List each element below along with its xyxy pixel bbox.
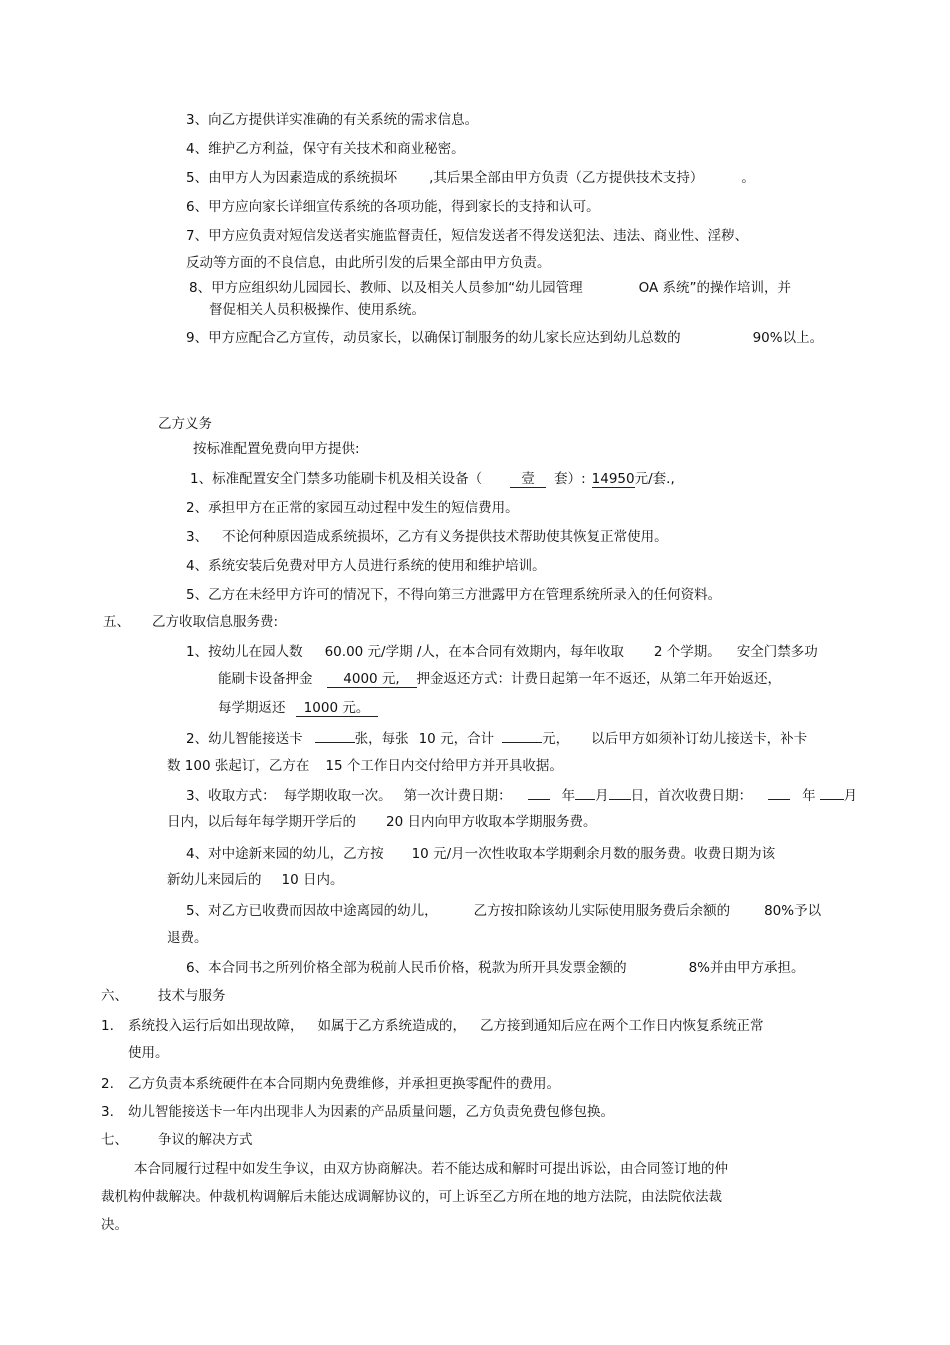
party-a-item-8-cont [209,301,425,319]
item-text: 7、甲方应负责对短信发送者实施监督责任，短信发送者不得发送犯法、违法、商业性、淫秽、 [186,228,749,244]
refund-value: 1000 元。 [296,701,378,717]
service-item-1 [128,1017,764,1035]
item-text: ,其后果全部由甲方负责（乙方提供技术支持） [429,170,704,186]
fee-item-5 [186,902,821,920]
item-text: 10 元/月一次性收取本学期剩余月数的服务费。收费日期为该 [411,846,776,862]
item-text: 系统投入运行后如出现故障， [128,1018,304,1034]
item-text: 数 100 张起订，乙方在 [167,758,310,774]
fee-item-1 [186,643,818,661]
item-text: 月 [843,788,858,804]
item-text: 乙方按扣除该幼儿实际使用服务费后余额的 [473,903,731,919]
party-b-item-4 [186,557,546,575]
item-text: 元/套., [634,471,675,487]
section-6-title [158,987,226,1005]
item-text: 3、 [186,529,209,545]
item-number: 1. [101,1018,114,1034]
intro-text: 按标准配置免费向甲方提供: [193,441,360,457]
party-a-item-5 [186,169,755,187]
item-text: 新幼儿来园后的 [167,872,262,888]
service-item-2 [128,1075,560,1093]
item-text: 以后甲方如须补订幼儿接送卡，补卡 [591,731,808,747]
paragraph-text: 裁机构仲裁解决。仲裁机构调解后未能达成调解协议的，可上诉至乙方所在地的地方法院，由法院依法裁 [101,1189,722,1205]
party-a-item-7 [186,227,748,245]
item-text: 第一次计费日期： [403,788,512,804]
total-blank [502,742,542,743]
item-text: 9、甲方应配合乙方宣传，动员家长，以确保订制服务的幼儿家长应达到幼儿总数的 [186,330,681,346]
dispute-line-2 [101,1188,722,1206]
item-text: 日，首次收费日期： [630,788,753,804]
service-item-1-cont [128,1044,169,1062]
item-text: 60.00 元/学期 /人，在本合同有效期内，每年收取 [324,644,624,660]
party-a-item-9 [186,329,823,347]
fee-item-2-cont [167,757,563,775]
party-b-heading [158,415,212,433]
item-text: 8%并由甲方承担。 [688,960,805,976]
item-text: 10 元，合计 [418,731,495,747]
section-5-title [152,613,278,631]
party-b-item-1 [190,470,675,488]
item-text: 5、乙方在未经甲方许可的情况下，不得向第三方泄露甲方在管理系统所录入的任何资料。 [186,587,722,603]
item-text: 元， [542,731,570,747]
party-b-item-2 [186,499,519,517]
service-item-3 [128,1103,614,1121]
item-text: 80%予以 [764,903,822,919]
item-text: 1、按幼儿在园人数 [186,644,303,660]
fee-item-3-cont [167,813,596,831]
item-text: OA 系统”的操作培训，并 [638,280,792,296]
party-a-item-3 [186,111,478,129]
section-7-title [158,1131,253,1149]
fee-item-2 [186,730,807,748]
item-text: 月 [595,788,609,804]
item-text: 督促相关人员积极操作、使用系统。 [209,302,425,318]
item-text: 退费。 [167,930,208,946]
service-item-2-num [101,1075,114,1093]
item-text: 90%以上。 [752,330,824,346]
section-title: 争议的解决方式 [158,1132,253,1148]
item-text: 年 [802,788,816,804]
item-text: 乙方接到通知后应在两个工作日内恢复系统正常 [480,1018,764,1034]
party-b-item-5 [186,586,721,604]
fee-item-1-refund [218,699,378,717]
section-title: 乙方收取信息服务费: [152,614,279,630]
section-number: 五、 [103,614,130,630]
fee-item-4-cont [167,871,343,889]
item-text: 3、向乙方提供详实准确的有关系统的需求信息。 [186,112,479,128]
item-text: 5、对乙方已收费而因故中途离园的幼儿， [186,903,438,919]
item-text: 15 个工作日内交付给甲方并开具收据。 [325,758,563,774]
party-a-item-8 [189,279,791,297]
item-number: 3. [101,1104,114,1120]
item-text: 8、甲方应组织幼儿园园长、教师、以及相关人员参加“幼儿园管理 [189,280,583,296]
section-5-num [103,613,130,631]
price-value: 14950 [591,471,635,487]
section-number: 七、 [101,1132,128,1148]
item-text: 4、对中途新来园的幼儿，乙方按 [186,846,384,862]
item-text: 幼儿智能接送卡一年内出现非人为因素的产品质量问题，乙方负责免费包修包换。 [128,1104,614,1120]
service-item-3-num [101,1103,114,1121]
item-text: 日内，以后每年每学期开学后的 [167,814,356,830]
item-text: 不论何种原因造成系统损坏，乙方有义务提供技术帮助使其恢复正常使用。 [222,529,668,545]
item-text: 2 个学期。 [653,644,721,660]
party-a-item-4 [186,140,465,158]
item-text: 。 [741,170,755,186]
item-text: 反动等方面的不良信息，由此所引发的后果全部由甲方负责。 [186,255,551,271]
party-a-item-6 [186,198,600,216]
item-text: 4、维护乙方利益，保守有关技术和商业秘密。 [186,141,465,157]
item-number: 2. [101,1076,114,1092]
quantity-value: 壹 [510,472,546,488]
section-7-num [101,1131,128,1149]
item-text: 每学期收取一次。 [283,788,392,804]
section-number: 六、 [101,988,128,1004]
service-item-1-num [101,1017,114,1035]
item-text: 安全门禁多功 [736,644,818,660]
item-text: 张，每张 [354,731,409,747]
dispute-line-1 [134,1160,728,1178]
first-charge-month-blank [820,799,844,800]
item-text: 6、甲方应向家长详细宣传系统的各项功能，得到家长的支持和认可。 [186,199,600,215]
party-b-intro [193,440,360,458]
first-billing-day-blank [609,799,631,800]
first-charge-year-blank [768,799,790,800]
heading-text: 乙方义务 [158,416,212,432]
item-text: 如属于乙方系统造成的， [317,1018,466,1034]
item-text: 3、收取方式： [186,788,276,804]
item-text: 20 日内向甲方收取本学期服务费。 [386,814,597,830]
card-count-blank [315,742,355,743]
paragraph-text: 决。 [101,1217,128,1233]
fee-item-4 [186,845,775,863]
paragraph-text: 本合同履行过程中如发生争议，由双方协商解决。若不能达成和解时可提出诉讼，由合同签订地的仲 [134,1161,728,1177]
section-6-num [101,987,128,1005]
item-text: 使用。 [128,1045,169,1061]
party-b-item-3 [186,528,668,546]
party-a-item-7-cont [186,254,551,272]
item-text: 5、由甲方人为因素造成的系统损坏 [186,170,398,186]
item-text: 2、幼儿智能接送卡 [186,731,303,747]
item-text: 每学期返还 [218,700,286,716]
fee-item-6 [186,959,805,977]
item-text: 2、承担甲方在正常的家园互动过程中发生的短信费用。 [186,500,519,516]
item-text: 乙方负责本系统硬件在本合同期内免费维修，并承担更换零配件的费用。 [128,1076,560,1092]
dispute-line-3 [101,1216,128,1234]
item-text: 能刷卡设备押金 [218,671,313,687]
first-billing-month-blank [575,799,595,800]
item-text: 套）: [554,471,586,487]
item-text: 6、本合同书之所列价格全部为税前人民币价格，税款为所开具发票金额的 [186,960,627,976]
section-title: 技术与服务 [158,988,226,1004]
first-billing-year-blank [528,799,550,800]
item-text: 押金返还方式：计费日起第一年不返还，从第二年开始返还， [416,671,781,687]
fee-item-3 [186,787,857,805]
item-text: 年 [561,788,576,804]
fee-item-5-cont [167,929,208,947]
fee-item-1-deposit [218,670,781,688]
item-text: 1、标准配置安全门禁多功能刷卡机及相关设备（ [190,471,483,487]
deposit-value: 4000 元, [327,672,417,688]
item-text: 10 日内。 [281,872,344,888]
item-text: 4、系统安装后免费对甲方人员进行系统的使用和维护培训。 [186,558,546,574]
